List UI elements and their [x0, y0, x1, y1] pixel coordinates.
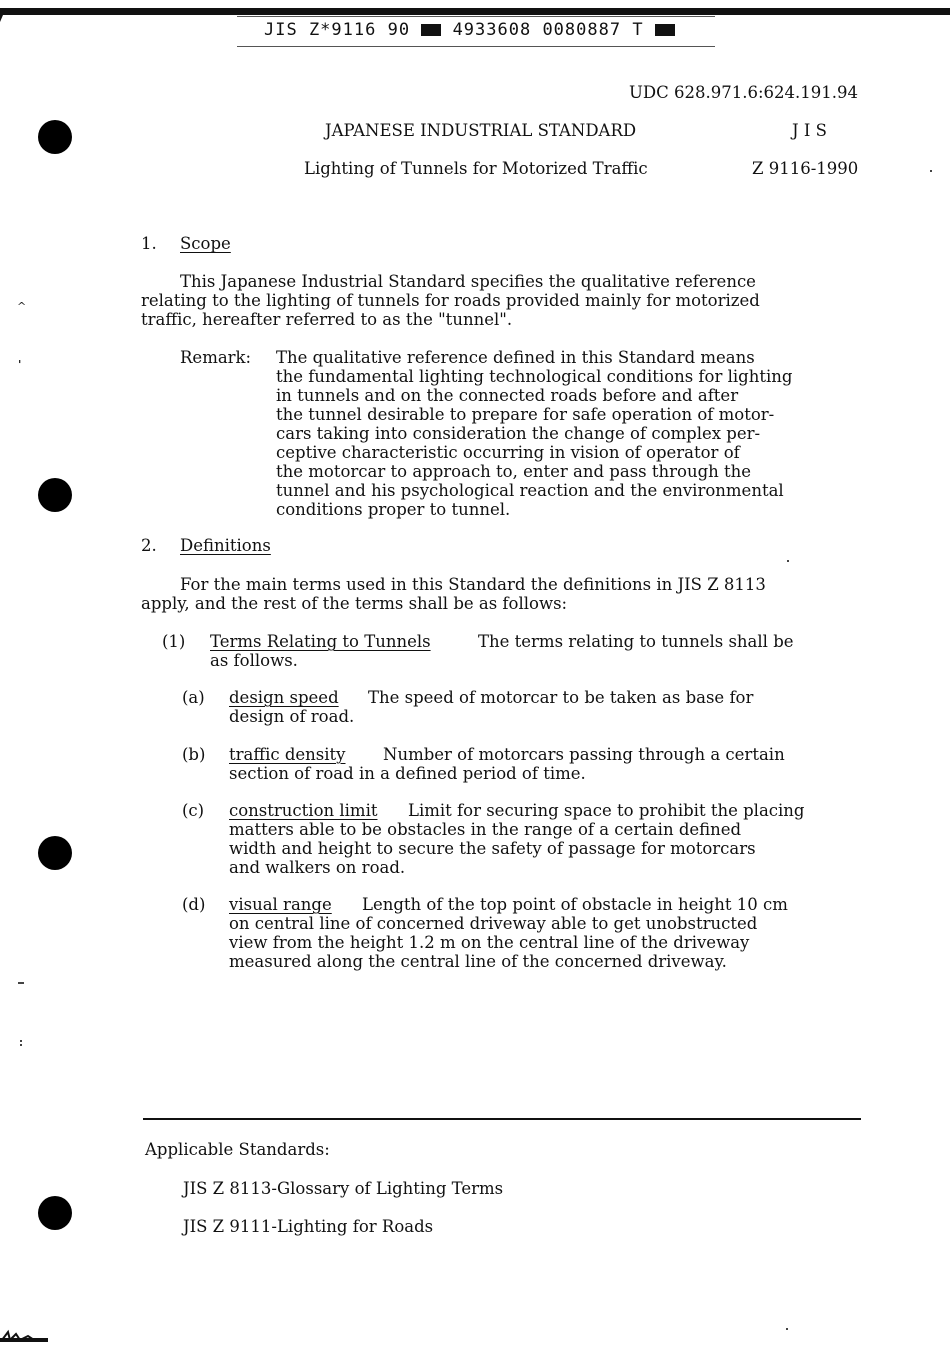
remark-line-3: in tunnels and on the connected roads before and after	[276, 386, 739, 405]
section-1-number: 1.	[141, 234, 157, 253]
subitem-b-text: Number of motorcars passing through a certain	[383, 745, 785, 764]
subitem-d-text-cont-1: on central line of concerned driveway able to get unobstructed	[229, 914, 758, 933]
subitem-d-text: Length of the top point of obstacle in height 10 cm	[362, 895, 788, 914]
subitem-c-label: (c)	[182, 801, 205, 820]
remark-line-6: ceptive characteristic occurring in vision of operator of	[276, 443, 740, 462]
item-1-text-cont: as follows.	[210, 651, 298, 670]
subitem-b-term: traffic density	[229, 745, 346, 764]
section-2-number: 2.	[141, 536, 157, 555]
definitions-intro-line-1: For the main terms used in this Standard the definitions in JIS Z 8113	[180, 575, 766, 594]
remark-line-5: cars taking into consideration the change of complex per-	[276, 424, 761, 443]
remark-line-7: the motorcar to approach to, enter and pass through the	[276, 462, 752, 481]
section-2-heading: Definitions	[180, 536, 271, 555]
definitions-intro-line-2: apply, and the rest of the terms shall be as follows:	[141, 594, 568, 613]
punch-hole-3	[38, 836, 72, 870]
remark-line-9: conditions proper to tunnel.	[276, 500, 511, 519]
document-title: Lighting of Tunnels for Motorized Traffic	[304, 159, 648, 178]
punch-hole-1	[38, 120, 72, 154]
subitem-d-text-cont-2: view from the height 1.2 m on the central line of the driveway	[229, 933, 750, 952]
remark-line-8: tunnel and his psychological reaction and the environmental	[276, 481, 784, 500]
subitem-b-label: (b)	[182, 745, 206, 764]
standard-title: JAPANESE INDUSTRIAL STANDARD	[325, 121, 637, 140]
remark-line-2: the fundamental lighting technological conditions for lighting	[276, 367, 793, 386]
scope-line-2: relating to the lighting of tunnels for roads provided mainly for motorized	[141, 291, 760, 310]
stamp-code: JIS Z*9116 90	[264, 20, 411, 40]
margin-tick-mark: '	[18, 358, 22, 371]
subitem-a-term: design speed	[229, 688, 339, 707]
footnote-rule	[143, 1118, 861, 1120]
scope-line-1: This Japanese Industrial Standard specifies the qualitative reference	[180, 272, 756, 291]
stamp-top-rule	[237, 16, 715, 17]
margin-speck-1	[20, 1040, 22, 1042]
udc-code: UDC 628.971.6:624.191.94	[628, 83, 858, 102]
subitem-a-label: (a)	[182, 688, 205, 707]
header-stamp	[264, 20, 675, 40]
item-1-term: Terms Relating to Tunnels	[210, 632, 431, 651]
subitem-c-text: Limit for securing space to prohibit the placing	[408, 801, 805, 820]
punch-hole-2	[38, 478, 72, 512]
section-1-heading: Scope	[180, 234, 231, 253]
margin-speck-3	[930, 170, 932, 172]
page-speck-1	[787, 560, 789, 562]
margin-dash-mark	[18, 982, 24, 984]
margin-speck-2	[20, 1044, 22, 1046]
applicable-item-2: JIS Z 9111-Lighting for Roads	[183, 1217, 434, 1236]
stamp-block-2	[655, 24, 675, 36]
applicable-heading: Applicable Standards:	[145, 1140, 330, 1159]
scope-line-3: traffic, hereafter referred to as the "tunnel".	[141, 310, 513, 329]
stamp-number: 4933608 0080887 T	[452, 20, 644, 40]
remark-line-4: the tunnel desirable to prepare for safe operation of motor-	[276, 405, 775, 424]
scan-edge-scribble	[0, 1326, 48, 1344]
item-1-text: The terms relating to tunnels shall be	[478, 632, 794, 651]
punch-hole-4	[38, 1196, 72, 1230]
subitem-b-text-cont: section of road in a defined period of time.	[229, 764, 586, 783]
jis-mark: J I S	[792, 121, 827, 140]
page-speck-2	[786, 1328, 788, 1330]
subitem-a-text: The speed of motorcar to be taken as base for	[368, 688, 754, 707]
subitem-d-term: visual range	[229, 895, 332, 914]
document-number: Z 9116-1990	[752, 159, 859, 178]
subitem-c-term: construction limit	[229, 801, 378, 820]
subitem-c-text-cont-1: matters able to be obstacles in the range of a certain defined	[229, 820, 742, 839]
stamp-bottom-rule	[237, 46, 715, 47]
remark-label: Remark:	[180, 348, 252, 367]
subitem-c-text-cont-3: and walkers on road.	[229, 858, 406, 877]
scan-corner-mark	[0, 8, 6, 22]
margin-caret-mark: ^	[17, 300, 27, 313]
subitem-d-label: (d)	[182, 895, 206, 914]
subitem-a-text-cont: design of road.	[229, 707, 355, 726]
applicable-item-1: JIS Z 8113-Glossary of Lighting Terms	[183, 1179, 504, 1198]
subitem-d-text-cont-3: measured along the central line of the concerned driveway.	[229, 952, 727, 971]
subitem-c-text-cont-2: width and height to secure the safety of passage for motorcars	[229, 839, 756, 858]
stamp-block-1	[421, 24, 441, 36]
scan-top-bar	[0, 8, 950, 15]
item-1-label: (1)	[162, 632, 186, 651]
remark-line-1: The qualitative reference defined in this Standard means	[276, 348, 755, 367]
